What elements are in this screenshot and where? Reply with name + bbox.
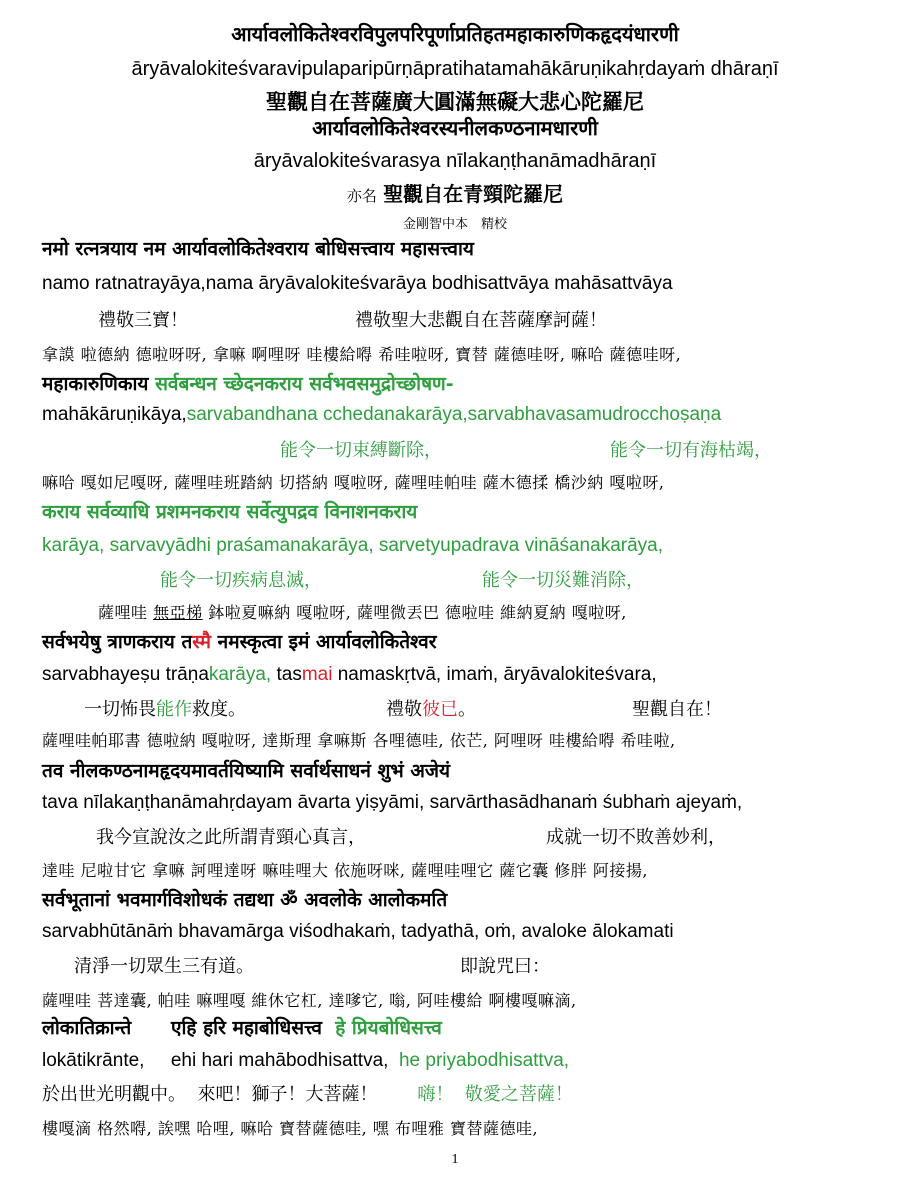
verse-1-transliteration: 拿謨 啦德納 德啦呀呀, 拿嘛 啊哩呀 哇樓給嘚 希哇啦呀, 寶替 薩德哇呀, 嘛哈 薩德哇呀, (42, 345, 682, 364)
verse-4-iast-b: tas (271, 664, 302, 685)
verse-6-chinese-a: 清淨一切眾生三有道。 (74, 956, 254, 977)
verse-4-devanagari (42, 628, 436, 654)
subtitle-devanagari: आर्यावलोकितेश्वरस्यनीलकण्ठनामधारणी (312, 116, 598, 140)
verse-1-devanagari: नमो रत्नत्रयाय नम आर्यावलोकितेश्वराय बोधिसत्त्वाय महासत्त्वाय (42, 238, 474, 260)
verse-4-transliteration: 薩哩哇帕耶書 德啦納 嘎啦呀, 達斯理 拿嘛斯 各哩德哇, 依芒, 阿哩呀 哇樓給嘚 希哇啦, (42, 731, 676, 750)
verse-7-transliteration: 樓嘎滴 格然嘚, 誒嘿 哈哩, 嘛哈 寶替薩德哇, 嘿 布哩雅 寶替薩德哇, (42, 1119, 539, 1138)
verse-7-iast (42, 1050, 569, 1072)
alt-title-prefix: 亦名 (346, 187, 377, 205)
collation-note: 金剛智中本 精校 (402, 217, 507, 232)
title-chinese: 聖觀自在菩薩廣大圓滿無礙大悲心陀羅尼 (266, 89, 644, 114)
verse-7-zh-green: 嗨！ 敬愛之菩薩！ (417, 1084, 573, 1105)
alt-title (0, 178, 910, 207)
verse-6-iast: sarvabhūtānāṁ bhavamārga viśodhakaṁ, tadyathā, oṁ, avaloke ālokamati (42, 921, 674, 942)
verse-4-chinese-c: 聖觀自在！ (632, 699, 722, 720)
verse-4-zh-b1: 禮敬 (386, 699, 422, 720)
verse-4-dev-red: स्मै (192, 631, 212, 653)
verse-3-translit-a: 薩哩哇 (98, 603, 154, 622)
verse-4-zh-a2: 救度。 (192, 699, 246, 720)
verse-4-iast-c: namaskṛtvā, imaṁ, āryāvalokiteśvara, (332, 664, 657, 685)
subtitle-iast: āryāvalokiteśvarasya nīlakaṇṭhanāmadhāraṇī (253, 150, 657, 172)
verse-6-transliteration: 薩哩哇 菩達囊, 帕哇 嘛哩嘎 維休它杠, 達嗲它, 嗡, 阿哇樓給 啊樓嘎嘛滴, (42, 991, 577, 1010)
verse-4-zh-red: 彼已 (422, 699, 458, 720)
verse-3-translit-underlined: 無亞梯 (153, 603, 203, 622)
verse-5-iast: tava nīlakaṇṭhanāmahṛdayam āvarta yiṣyāmi, sarvārthasādhanaṁ śubhaṁ ajeyaṁ, (42, 792, 743, 813)
verse-2-iast-green: sarvabandhana cchedanakarāya,sarvabhavasamudrocchoṣaṇa (186, 404, 722, 425)
verse-4-iast-red: mai (301, 664, 333, 685)
verse-7-dev-green: हे प्रियबोधिसत्त्व (335, 1017, 442, 1039)
verse-4-zh-b2: 。 (458, 699, 476, 720)
verse-2-transliteration: 嘛哈 嘎如尼嘎呀, 薩哩哇班踏納 切搭納 嘎啦呀, 薩哩哇帕哇 薩木德揉 橋沙納 嘎啦呀, (42, 473, 665, 492)
verse-7-chinese (42, 1080, 573, 1106)
verse-3-chinese-a: 能令一切疾病息滅， (160, 570, 322, 591)
verse-2-dev-black: महाकारुणिकाय (42, 373, 156, 395)
title-iast: āryāvalokiteśvaravipulaparipūrṇāpratihatamahākāruṇikahṛdayaṁ dhāraṇī (131, 58, 779, 80)
verse-5-transliteration: 達哇 尼啦甘它 拿嘛 訶哩達呀 嘛哇哩大 依施呀咪, 薩哩哇哩它 薩它囊 修胖 阿接揚, (42, 861, 648, 880)
verse-5-chinese-a: 我今宣說汝之此所謂青頸心真言， (96, 827, 366, 848)
page-number: 1 (451, 1152, 459, 1167)
verse-3-devanagari: कराय सर्वव्याधि प्रशमनकराय सर्वेत्युपद्रव विनाशनकराय (42, 501, 418, 523)
verse-2-iast-black: mahākāruṇikāya, (42, 404, 187, 425)
verse-2-iast (42, 404, 721, 426)
verse-4-iast-green: karāya, (208, 664, 272, 685)
verse-7-zh-black: 於出世光明觀中。 來吧！獅子！大菩薩！ (42, 1084, 378, 1105)
verse-4-zh-green: 能作 (156, 699, 192, 720)
verse-4-iast (42, 664, 657, 686)
verse-4-dev-a: सर्वभयेषु त्राणकराय त (42, 631, 193, 653)
verse-3-transliteration (98, 600, 627, 623)
verse-4-chinese-a (84, 695, 246, 721)
verse-1-chinese-a: 禮敬三寶！ (98, 310, 188, 331)
verse-7-devanagari (42, 1014, 442, 1040)
verse-4-chinese-b (386, 695, 476, 721)
verse-1-chinese-b: 禮敬聖大悲觀自在菩薩摩訶薩！ (355, 310, 607, 331)
verse-5-chinese-b: 成就一切不敗善妙利， (546, 827, 726, 848)
verse-1-iast: namo ratnatrayāya,nama āryāvalokiteśvarāya bodhisattvāya mahāsattvāya (42, 273, 673, 294)
verse-2-chinese-b: 能令一切有海枯竭， (610, 440, 772, 461)
verse-2-devanagari (42, 370, 454, 396)
verse-6-chinese-b: 即說咒曰： (460, 956, 550, 977)
verse-3-chinese-b: 能令一切災難消除， (482, 570, 644, 591)
verse-7-iast-black: lokātikrānte, ehi hari mahābodhisattva, (42, 1050, 399, 1071)
verse-3-translit-b: 鉢啦夏嘛納 嘎啦呀, 薩哩微丟巴 德啦哇 維納夏納 嘎啦呀, (202, 603, 627, 622)
verse-4-dev-b: नमस्कृत्वा इमं आर्यावलोकितेश्वर (211, 631, 437, 653)
verse-7-dev-black: लोकातिक्रान्ते एहि हरि महाबोधिसत्त्व (42, 1017, 336, 1039)
alt-title-text: 聖觀自在青頸陀羅尼 (383, 182, 564, 206)
verse-2-dev-green: सर्वबन्धन च्छेदनकराय सर्वभवसमुद्रोच्छोषण- (155, 373, 454, 395)
verse-5-devanagari: तव नीलकण्ठनामहृदयमावर्तयिष्यामि सर्वार्थसाधनं शुभं अजेयं (42, 760, 450, 782)
verse-2-chinese-a: 能令一切束縛斷除， (280, 440, 442, 461)
verse-7-iast-green: he priyabodhisattva, (398, 1050, 570, 1071)
verse-4-iast-a: sarvabhayeṣu trāṇa (42, 664, 209, 685)
verse-3-iast: karāya, sarvavyādhi praśamanakarāya, sarvetyupadrava vināśanakarāya, (42, 535, 663, 556)
verse-6-devanagari: सर्वभूतानां भवमार्गविशोधकं तद्यथा ॐ अवलोके आलोकमति (42, 889, 448, 911)
title-devanagari: आर्यावलोकितेश्वरविपुलपरिपूर्णाप्रतिहतमहाकारुणिकहृदयंधारणी (231, 22, 679, 46)
verse-4-zh-a1: 一切怖畏 (84, 699, 156, 720)
